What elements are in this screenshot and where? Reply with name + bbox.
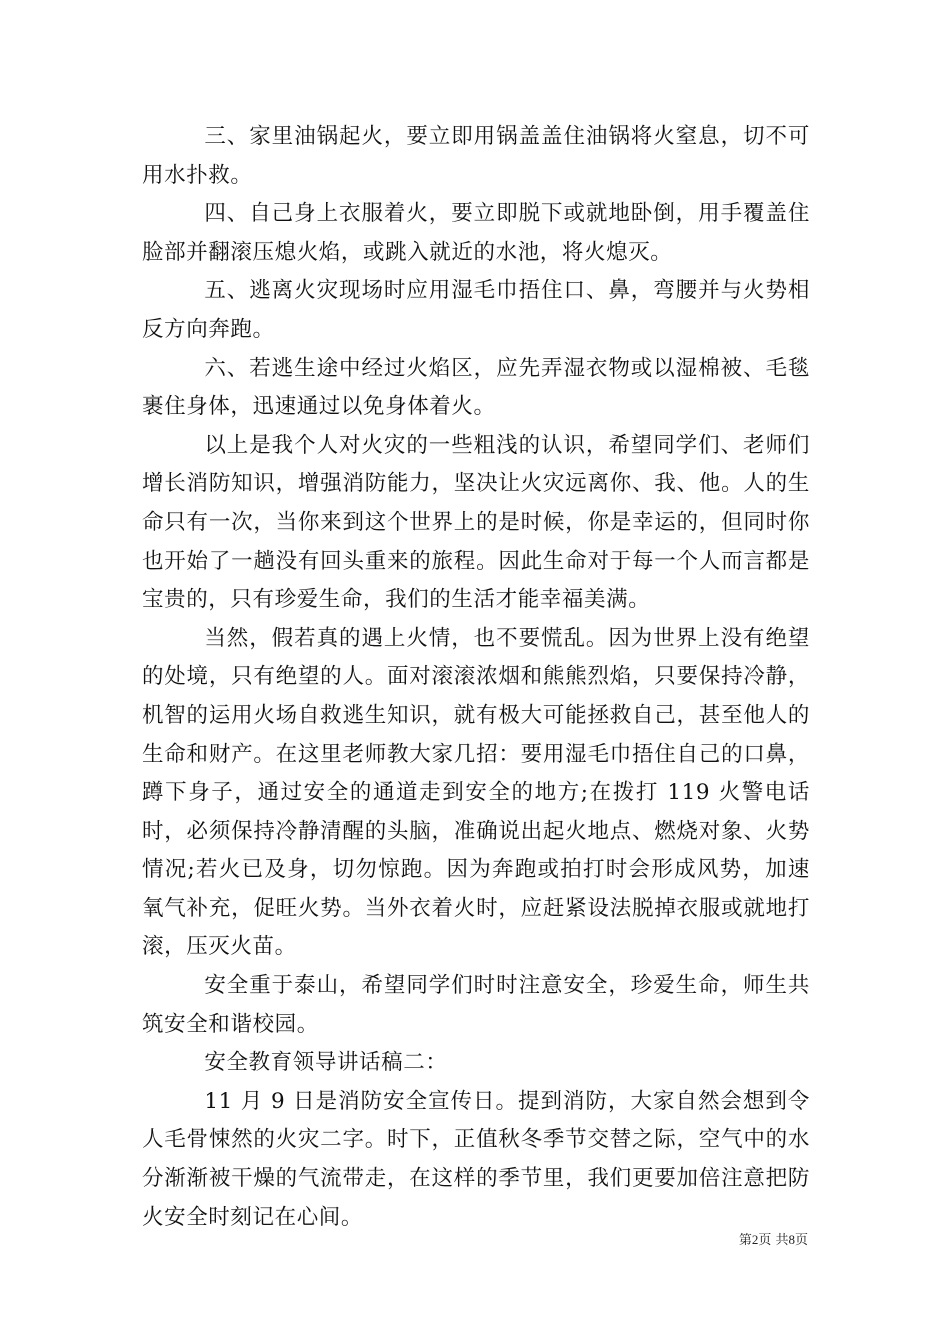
footer-middle: 页 共 <box>758 1233 789 1248</box>
document-body <box>142 118 810 1237</box>
footer-prefix: 第 <box>738 1233 752 1248</box>
paragraph-fire-safety-day: 11 月 9 日是消防安全宣传日。提到消防，大家自然会想到令人毛骨悚然的火灾二字。时下，正值秋冬季节交替之际，空气中的水分渐渐被干燥的气流带走，在这样的季节里，我们更要加倍注意把防火安全时刻记在心间。 <box>142 1088 810 1230</box>
paragraph-personal-view: 以上是我个人对火灾的一些粗浅的认识，希望同学们、老师们增长消防知识，增强消防能力，坚决让火灾远离你、我、他。人的生命只有一次，当你来到这个世界上的是时候，你是幸运的，但同时你也开始了一趟没有回头重来的旅程。因此生命对于每一个人而言都是宝贵的，只有珍爱生命，我们的生活才能幸福美满。 <box>142 432 810 613</box>
total-page-number: 8 <box>788 1232 795 1247</box>
paragraph-flame-zone: 六、若逃生途中经过火焰区，应先弄湿衣物或以湿棉被、毛毯裹住身体，迅速通过以免身体着火。 <box>142 355 810 420</box>
paragraph-fire-oil-pan: 三、家里油锅起火，要立即用锅盖盖住油锅将火窒息，切不可用水扑救。 <box>142 124 810 188</box>
paragraph-safety-first: 安全重于泰山，希望同学们时时注意安全，珍爱生命，师生共筑安全和谐校园。 <box>142 973 810 1037</box>
current-page-number: 2 <box>751 1232 759 1247</box>
page-footer <box>739 1232 808 1249</box>
paragraph-clothes-on-fire: 四、自己身上衣服着火，要立即脱下或就地卧倒，用手覆盖住脸部并翻滚压熄火焰，或跳入就近的水池，将火熄灭。 <box>142 201 810 265</box>
footer-suffix: 页 <box>794 1233 808 1248</box>
paragraph-fire-response: 当然，假若真的遇上火情，也不要慌乱。因为世界上没有绝望的处境，只有绝望的人。面对滚滚浓烟和熊熊烈焰，只要保持冷静，机智的运用火场自救逃生知识，就有极大可能拯救自己，甚至他人的生命和财产。在这里老师教大家几招：要用湿毛巾捂住自己的口鼻，蹲下身子，通过安全的通道走到安全的地方;在拨打 119 火警电话时，必须保持冷静清醒的头脑，准确说出起火地点、燃烧对象、火势情况;若火已及身，切勿惊跑。因为奔跑或拍打时会形成风势，加速氧气补充，促旺火势。当外衣着火时，应赶紧设法脱掉衣服或就地打滚，压灭火苗。 <box>142 625 810 960</box>
paragraph-escape-scene: 五、逃离火灾现场时应用湿毛巾捂住口、鼻，弯腰并与火势相反方向奔跑。 <box>142 278 810 342</box>
section-heading: 安全教育领导讲话稿二： <box>204 1050 448 1076</box>
